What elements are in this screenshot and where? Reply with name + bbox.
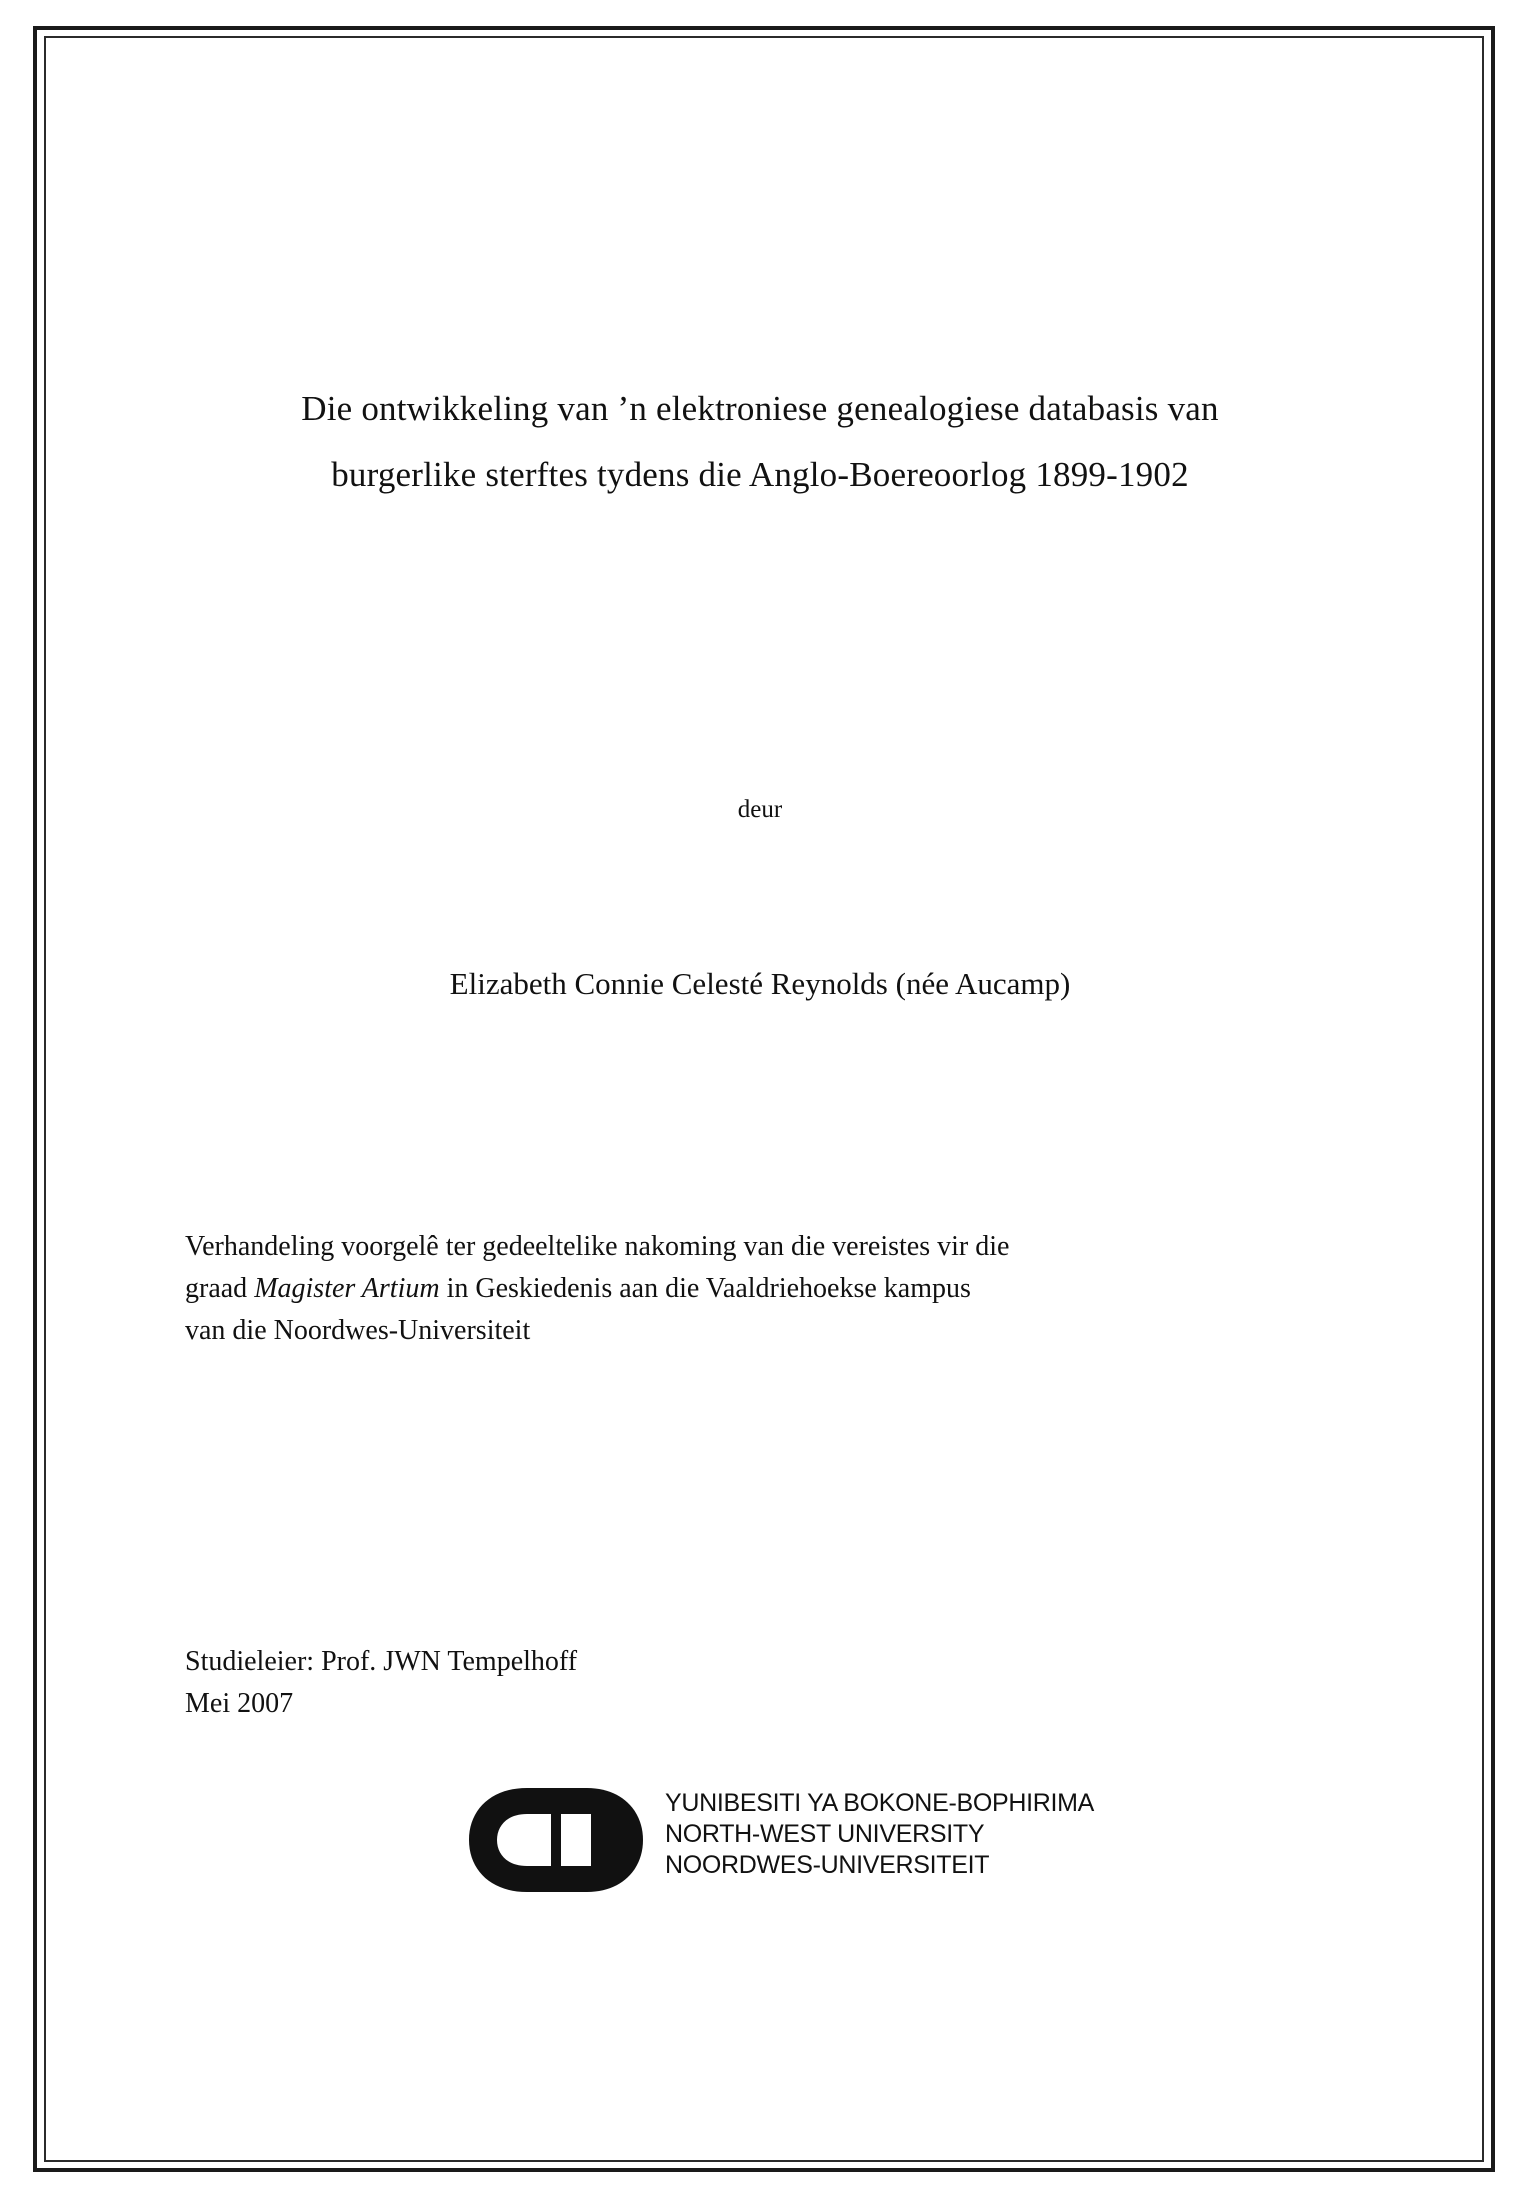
page-title bbox=[185, 376, 1335, 508]
degree-name-italic: Magister Artium bbox=[254, 1273, 440, 1304]
degree-statement-line-3: van die Noordwes-Universiteit bbox=[185, 1315, 531, 1346]
title-line-2: burgerlike sterftes tydens die Anglo-Boereoorlog 1899-1902 bbox=[331, 455, 1189, 494]
degree-statement-line-2 bbox=[185, 1268, 1333, 1310]
university-logo bbox=[465, 1776, 1105, 1906]
nwu-logo-icon bbox=[465, 1784, 655, 1896]
degree-statement-line-2-pre: graad bbox=[185, 1273, 255, 1304]
title-line-1: Die ontwikkeling van ’n elektroniese genealogiese databasis van bbox=[301, 389, 1219, 428]
by-label: deur bbox=[737, 796, 783, 823]
logo-line-1: YUNIBESITI YA BOKONE-BOPHIRIMA bbox=[665, 1789, 1095, 1817]
title-page-content bbox=[185, 36, 1335, 2162]
supervisor-and-date bbox=[185, 1641, 1185, 1725]
logo-line-2: NORTH-WEST UNIVERSITY bbox=[665, 1820, 985, 1848]
logo-line-3: NOORDWES-UNIVERSITEIT bbox=[665, 1851, 990, 1879]
author-name: Elizabeth Connie Celesté Reynolds (née Aucamp) bbox=[449, 966, 1071, 1001]
degree-statement-line-1: Verhandeling voorgelê ter gedeeltelike nakoming van die vereistes vir die bbox=[185, 1231, 1010, 1262]
degree-statement-line-2-post: in Geskiedenis aan die Vaaldriehoekse kampus bbox=[439, 1273, 971, 1304]
date-line: Mei 2007 bbox=[185, 1688, 294, 1719]
logo-wordmark bbox=[665, 1788, 1105, 1881]
supervisor-line: Studieleier: Prof. JWN Tempelhoff bbox=[185, 1646, 578, 1677]
degree-statement bbox=[185, 1226, 1333, 1352]
